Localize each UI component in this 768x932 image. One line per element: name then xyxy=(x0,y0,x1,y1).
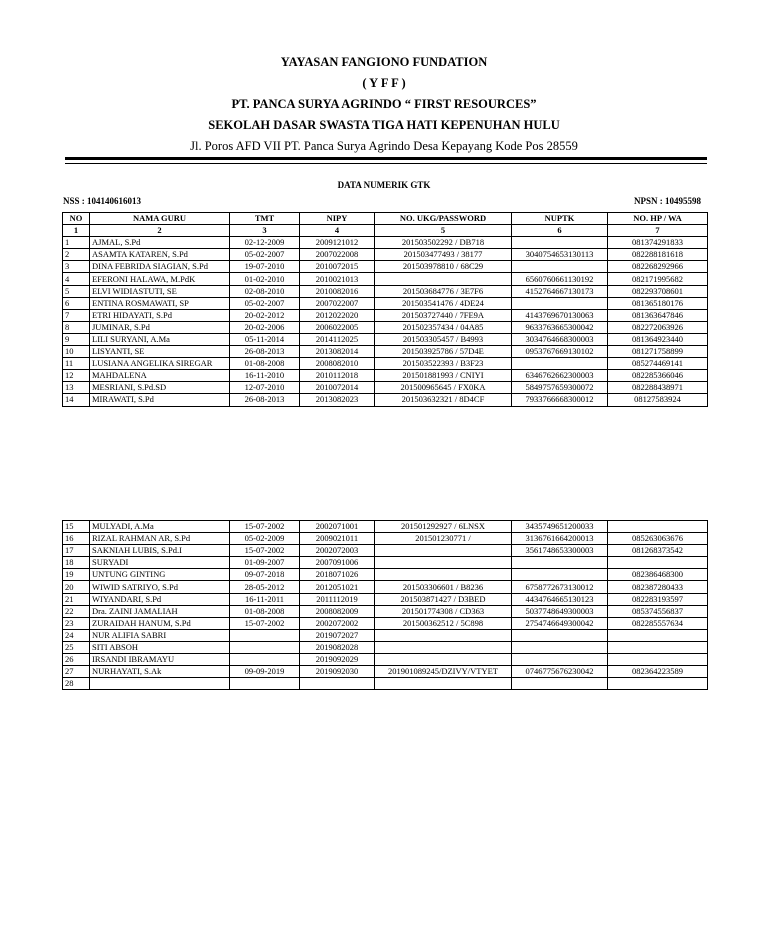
no-cell: 5 xyxy=(63,285,90,297)
table-row xyxy=(63,654,708,666)
nuptk-cell: 7933766668300012 xyxy=(512,394,608,406)
column-number-row xyxy=(63,225,708,237)
nipy-cell: 2019092030 xyxy=(300,666,375,678)
foundation-abbreviation: ( Y F F ) xyxy=(362,76,406,90)
hp-wa-cell: 082387280433 xyxy=(608,581,708,593)
hp-wa-cell: 082285557634 xyxy=(608,617,708,629)
no-cell: 1 xyxy=(63,237,90,249)
ukg-password-cell: 201501881993 / CNIYI xyxy=(375,370,512,382)
table-row xyxy=(63,333,708,345)
nipy-cell: 2002072002 xyxy=(300,617,375,629)
nama-guru-cell: MULYADI, A.Ma xyxy=(90,521,230,533)
column-number: 5 xyxy=(375,225,512,237)
nama-guru-cell: EFERONI HALAWA, M.PdK xyxy=(90,273,230,285)
table-row xyxy=(63,593,708,605)
nama-guru-cell: DINA FEBRIDA SIAGIAN, S.Pd xyxy=(90,261,230,273)
nipy-cell: 2010082016 xyxy=(300,285,375,297)
no-cell: 18 xyxy=(63,557,90,569)
ukg-password-cell xyxy=(375,629,512,641)
ukg-password-cell: 201503541476 / 4DE24 xyxy=(375,297,512,309)
no-cell: 25 xyxy=(63,641,90,653)
table-row xyxy=(63,557,708,569)
nuptk-cell: 6346762662300003 xyxy=(512,370,608,382)
table-row xyxy=(63,666,708,678)
no-cell: 9 xyxy=(63,333,90,345)
nama-guru-cell xyxy=(90,678,230,690)
tmt-cell: 05-11-2014 xyxy=(230,333,300,345)
table-row xyxy=(63,605,708,617)
ukg-password-cell: 201503925786 / 57D4E xyxy=(375,346,512,358)
tmt-cell: 20-02-2012 xyxy=(230,309,300,321)
column-number: 4 xyxy=(300,225,375,237)
hp-wa-cell: 081364923440 xyxy=(608,333,708,345)
tmt-cell: 05-02-2007 xyxy=(230,249,300,261)
no-cell: 28 xyxy=(63,678,90,690)
nipy-cell: 2010072014 xyxy=(300,382,375,394)
ukg-password-cell: 201503978810 / 68C29 xyxy=(375,261,512,273)
table-header-row xyxy=(63,213,708,225)
nama-guru-cell: ASAMTA KATAREN, S.Pd xyxy=(90,249,230,261)
nipy-cell: 2012051021 xyxy=(300,581,375,593)
table-row xyxy=(63,394,708,406)
hp-wa-cell: 081365180176 xyxy=(608,297,708,309)
tmt-cell: 20-02-2006 xyxy=(230,321,300,333)
letterhead xyxy=(0,52,768,157)
ukg-password-cell: 201503305457 / B4993 xyxy=(375,333,512,345)
nuptk-cell: 5849757659300072 xyxy=(512,382,608,394)
hp-wa-cell: 082268292966 xyxy=(608,261,708,273)
hp-wa-cell: 081268373542 xyxy=(608,545,708,557)
tmt-cell xyxy=(230,641,300,653)
tmt-cell: 28-05-2012 xyxy=(230,581,300,593)
nipy-cell: 2013082014 xyxy=(300,346,375,358)
hp-wa-cell: 082272063926 xyxy=(608,321,708,333)
nama-guru-cell: IRSANDI IBRAMAYU xyxy=(90,654,230,666)
tmt-cell xyxy=(230,678,300,690)
no-cell: 21 xyxy=(63,593,90,605)
column-number: 3 xyxy=(230,225,300,237)
nipy-cell: 2018071026 xyxy=(300,569,375,581)
nss-number: NSS : 104140616013 xyxy=(63,196,142,206)
nipy-cell: 2014112025 xyxy=(300,333,375,345)
column-header-no: NO xyxy=(63,213,90,225)
tmt-cell: 26-08-2013 xyxy=(230,394,300,406)
nuptk-cell: 3040754653130113 xyxy=(512,249,608,261)
ukg-password-cell: 201503684776 / 3E7F6 xyxy=(375,285,512,297)
table-row xyxy=(63,237,708,249)
ukg-password-cell: 201501774308 / CD363 xyxy=(375,605,512,617)
ukg-password-cell: 201503727440 / 7FE9A xyxy=(375,309,512,321)
nama-guru-cell: MIRAWATI, S.Pd xyxy=(90,394,230,406)
ukg-password-cell xyxy=(375,557,512,569)
nama-guru-cell: ETRI HIDAYATI, S.Pd xyxy=(90,309,230,321)
no-cell: 6 xyxy=(63,297,90,309)
nipy-cell: 2010112018 xyxy=(300,370,375,382)
table-row xyxy=(63,261,708,273)
nama-guru-cell: ELVI WIDIASTUTI, SE xyxy=(90,285,230,297)
hp-wa-cell xyxy=(608,629,708,641)
nipy-cell: 2006022005 xyxy=(300,321,375,333)
no-cell: 22 xyxy=(63,605,90,617)
hp-wa-cell: 082171995682 xyxy=(608,273,708,285)
no-cell: 16 xyxy=(63,533,90,545)
company-name: PT. PANCA SURYA AGRINDO “ FIRST RESOURCES” xyxy=(231,97,537,111)
ukg-password-cell xyxy=(375,654,512,666)
nipy-cell: 2009121012 xyxy=(300,237,375,249)
nipy-cell: 2019092029 xyxy=(300,654,375,666)
no-cell: 24 xyxy=(63,629,90,641)
table-row xyxy=(63,545,708,557)
no-cell: 8 xyxy=(63,321,90,333)
ukg-password-cell: 201503502292 / DB718 xyxy=(375,237,512,249)
nipy-cell: 2019082028 xyxy=(300,641,375,653)
tmt-cell: 09-09-2019 xyxy=(230,666,300,678)
hp-wa-cell: 081374291833 xyxy=(608,237,708,249)
no-cell: 15 xyxy=(63,521,90,533)
no-cell: 14 xyxy=(63,394,90,406)
nuptk-cell xyxy=(512,569,608,581)
tmt-cell: 15-07-2002 xyxy=(230,521,300,533)
table-row xyxy=(63,273,708,285)
gtk-table-part-1 xyxy=(62,212,708,407)
ukg-password-cell: 201501292927 / 6LNSX xyxy=(375,521,512,533)
no-cell: 11 xyxy=(63,358,90,370)
hp-wa-cell: 085374556837 xyxy=(608,605,708,617)
nama-guru-cell: NUR ALIFIA SABRI xyxy=(90,629,230,641)
hp-wa-cell xyxy=(608,678,708,690)
nipy-cell: 2002072003 xyxy=(300,545,375,557)
nama-guru-cell: LISYANTI, SE xyxy=(90,346,230,358)
column-number: 2 xyxy=(90,225,230,237)
column-header-nuptk: NUPTK xyxy=(512,213,608,225)
hp-wa-cell: 082283193597 xyxy=(608,593,708,605)
table-row xyxy=(63,309,708,321)
nipy-cell xyxy=(300,678,375,690)
nuptk-cell xyxy=(512,358,608,370)
table-row xyxy=(63,629,708,641)
nipy-cell: 2011112019 xyxy=(300,593,375,605)
tmt-cell: 05-02-2009 xyxy=(230,533,300,545)
ukg-password-cell: 201901089245/DZIVY/VTYET xyxy=(375,666,512,678)
tmt-cell: 26-08-2013 xyxy=(230,346,300,358)
hp-wa-cell xyxy=(608,654,708,666)
nipy-cell: 2013082023 xyxy=(300,394,375,406)
no-cell: 23 xyxy=(63,617,90,629)
nipy-cell: 2010072015 xyxy=(300,261,375,273)
column-header-ukg-password: NO. UKG/PASSWORD xyxy=(375,213,512,225)
nama-guru-cell: UNTUNG GINTING xyxy=(90,569,230,581)
nama-guru-cell: SURYADI xyxy=(90,557,230,569)
nama-guru-cell: Dra. ZAINI JAMALIAH xyxy=(90,605,230,617)
no-cell: 4 xyxy=(63,273,90,285)
tmt-cell: 01-09-2007 xyxy=(230,557,300,569)
table-row xyxy=(63,569,708,581)
nuptk-cell: 2754746649300042 xyxy=(512,617,608,629)
nuptk-cell: 4152764667130173 xyxy=(512,285,608,297)
nipy-cell: 2009021011 xyxy=(300,533,375,545)
no-cell: 12 xyxy=(63,370,90,382)
nuptk-cell: 0953767669130102 xyxy=(512,346,608,358)
nama-guru-cell: LILI SURYANI, A.Ma xyxy=(90,333,230,345)
nuptk-cell: 9633763665300042 xyxy=(512,321,608,333)
ukg-password-cell xyxy=(375,641,512,653)
nuptk-cell: 6758772673130012 xyxy=(512,581,608,593)
npsn-number: NPSN : 10495598 xyxy=(634,196,701,206)
hp-wa-cell: 085263063676 xyxy=(608,533,708,545)
ukg-password-cell: 201503871427 / D3BED xyxy=(375,593,512,605)
hp-wa-cell: 081271758899 xyxy=(608,346,708,358)
hp-wa-cell: 081363647846 xyxy=(608,309,708,321)
nama-guru-cell: MESRIANI, S.Pd.SD xyxy=(90,382,230,394)
header-rule-thin xyxy=(65,163,707,164)
ukg-password-cell: 201500965645 / FX0KA xyxy=(375,382,512,394)
nuptk-cell xyxy=(512,629,608,641)
document-title: DATA NUMERIK GTK xyxy=(337,180,431,190)
hp-wa-cell: 082364223589 xyxy=(608,666,708,678)
nipy-cell: 2007022008 xyxy=(300,249,375,261)
no-cell: 17 xyxy=(63,545,90,557)
hp-wa-cell: 082293708601 xyxy=(608,285,708,297)
ukg-password-cell: 201501230771 / xyxy=(375,533,512,545)
nama-guru-cell: LUSIANA ANGELIKA SIREGAR xyxy=(90,358,230,370)
column-header-nama-guru: NAMA GURU xyxy=(90,213,230,225)
nama-guru-cell: WIYANDARI, S.Pd xyxy=(90,593,230,605)
table-row xyxy=(63,521,708,533)
no-cell: 20 xyxy=(63,581,90,593)
nipy-cell: 2019072027 xyxy=(300,629,375,641)
ukg-password-cell xyxy=(375,678,512,690)
nuptk-cell: 3136761664200013 xyxy=(512,533,608,545)
nama-guru-cell: SITI ABSOH xyxy=(90,641,230,653)
ukg-password-cell xyxy=(375,273,512,285)
ukg-password-cell: 201503477493 / 38177 xyxy=(375,249,512,261)
table-row xyxy=(63,297,708,309)
table-row xyxy=(63,370,708,382)
no-cell: 3 xyxy=(63,261,90,273)
table-row xyxy=(63,346,708,358)
table-row xyxy=(63,382,708,394)
tmt-cell: 01-08-2008 xyxy=(230,358,300,370)
nuptk-cell xyxy=(512,261,608,273)
column-number: 7 xyxy=(608,225,708,237)
nipy-cell: 2010021013 xyxy=(300,273,375,285)
hp-wa-cell: 082285366046 xyxy=(608,370,708,382)
table-row xyxy=(63,249,708,261)
nuptk-cell xyxy=(512,654,608,666)
nama-guru-cell: RIZAL RAHMAN AR, S.Pd xyxy=(90,533,230,545)
nuptk-cell: 6560760661130192 xyxy=(512,273,608,285)
table-row xyxy=(63,321,708,333)
no-cell: 2 xyxy=(63,249,90,261)
column-number: 1 xyxy=(63,225,90,237)
hp-wa-cell xyxy=(608,521,708,533)
no-cell: 10 xyxy=(63,346,90,358)
table-row xyxy=(63,358,708,370)
tmt-cell: 02-12-2009 xyxy=(230,237,300,249)
header-rule-thick xyxy=(65,157,707,160)
tmt-cell: 01-08-2008 xyxy=(230,605,300,617)
tmt-cell: 16-11-2010 xyxy=(230,370,300,382)
hp-wa-cell: 082288438971 xyxy=(608,382,708,394)
no-cell: 13 xyxy=(63,382,90,394)
nuptk-cell xyxy=(512,557,608,569)
tmt-cell: 19-07-2010 xyxy=(230,261,300,273)
nipy-cell: 2007022007 xyxy=(300,297,375,309)
foundation-name: YAYASAN FANGIONO FUNDATION xyxy=(280,55,488,69)
nipy-cell: 2012022020 xyxy=(300,309,375,321)
ukg-password-cell: 201503632321 / 8D4CF xyxy=(375,394,512,406)
ukg-password-cell: 201503522393 / B3F23 xyxy=(375,358,512,370)
nuptk-cell: 3435749651200033 xyxy=(512,521,608,533)
nuptk-cell: 4434764665130123 xyxy=(512,593,608,605)
column-header-nipy: NIPY xyxy=(300,213,375,225)
tmt-cell xyxy=(230,629,300,641)
no-cell: 26 xyxy=(63,654,90,666)
tmt-cell: 05-02-2007 xyxy=(230,297,300,309)
nama-guru-cell: SAKNIAH LUBIS, S.Pd.I xyxy=(90,545,230,557)
table-row xyxy=(63,285,708,297)
tmt-cell: 09-07-2018 xyxy=(230,569,300,581)
table-row xyxy=(63,533,708,545)
nuptk-cell xyxy=(512,678,608,690)
ukg-password-cell: 201500362512 / 5C898 xyxy=(375,617,512,629)
nama-guru-cell: ENTINA ROSMAWATI, SP xyxy=(90,297,230,309)
tmt-cell xyxy=(230,654,300,666)
nama-guru-cell: AJMAL, S.Pd xyxy=(90,237,230,249)
nama-guru-cell: MAHDALENA xyxy=(90,370,230,382)
no-cell: 27 xyxy=(63,666,90,678)
nuptk-cell: 3561748653300003 xyxy=(512,545,608,557)
nuptk-cell xyxy=(512,237,608,249)
column-header-tmt: TMT xyxy=(230,213,300,225)
gtk-table-part-2 xyxy=(62,520,708,690)
ukg-password-cell: 201502357434 / 04A85 xyxy=(375,321,512,333)
table-row xyxy=(63,641,708,653)
nuptk-cell xyxy=(512,297,608,309)
ukg-password-cell xyxy=(375,545,512,557)
nama-guru-cell: JUMINAR, S.Pd xyxy=(90,321,230,333)
nuptk-cell: 4143769670130063 xyxy=(512,309,608,321)
nipy-cell: 2002071001 xyxy=(300,521,375,533)
hp-wa-cell: 085274469141 xyxy=(608,358,708,370)
nama-guru-cell: WIWID SATRIYO, S.Pd xyxy=(90,581,230,593)
hp-wa-cell: 082288181618 xyxy=(608,249,708,261)
nuptk-cell: 5037748649300003 xyxy=(512,605,608,617)
hp-wa-cell: 08127583924 xyxy=(608,394,708,406)
ukg-password-cell: 201503306601 / B8236 xyxy=(375,581,512,593)
school-name: SEKOLAH DASAR SWASTA TIGA HATI KEPENUHAN HULU xyxy=(208,118,560,132)
tmt-cell: 15-07-2002 xyxy=(230,617,300,629)
nuptk-cell: 3034764668300003 xyxy=(512,333,608,345)
table-row xyxy=(63,617,708,629)
hp-wa-cell xyxy=(608,641,708,653)
column-header-hp-wa: NO. HP / WA xyxy=(608,213,708,225)
hp-wa-cell xyxy=(608,557,708,569)
nipy-cell: 2008082010 xyxy=(300,358,375,370)
ukg-password-cell xyxy=(375,569,512,581)
nuptk-cell: 0746775676230042 xyxy=(512,666,608,678)
tmt-cell: 02-08-2010 xyxy=(230,285,300,297)
nama-guru-cell: NURHAYATI, S.Ak xyxy=(90,666,230,678)
table-row xyxy=(63,678,708,690)
tmt-cell: 01-02-2010 xyxy=(230,273,300,285)
hp-wa-cell: 082386468300 xyxy=(608,569,708,581)
nama-guru-cell: ZURAIDAH HANUM, S.Pd xyxy=(90,617,230,629)
nipy-cell: 2008082009 xyxy=(300,605,375,617)
no-cell: 7 xyxy=(63,309,90,321)
table-row xyxy=(63,581,708,593)
tmt-cell: 12-07-2010 xyxy=(230,382,300,394)
nuptk-cell xyxy=(512,641,608,653)
no-cell: 19 xyxy=(63,569,90,581)
column-number: 6 xyxy=(512,225,608,237)
nipy-cell: 2007091006 xyxy=(300,557,375,569)
school-address: Jl. Poros AFD VII PT. Panca Surya Agrindo Desa Kepayang Kode Pos 28559 xyxy=(190,139,578,153)
tmt-cell: 16-11-2011 xyxy=(230,593,300,605)
tmt-cell: 15-07-2002 xyxy=(230,545,300,557)
